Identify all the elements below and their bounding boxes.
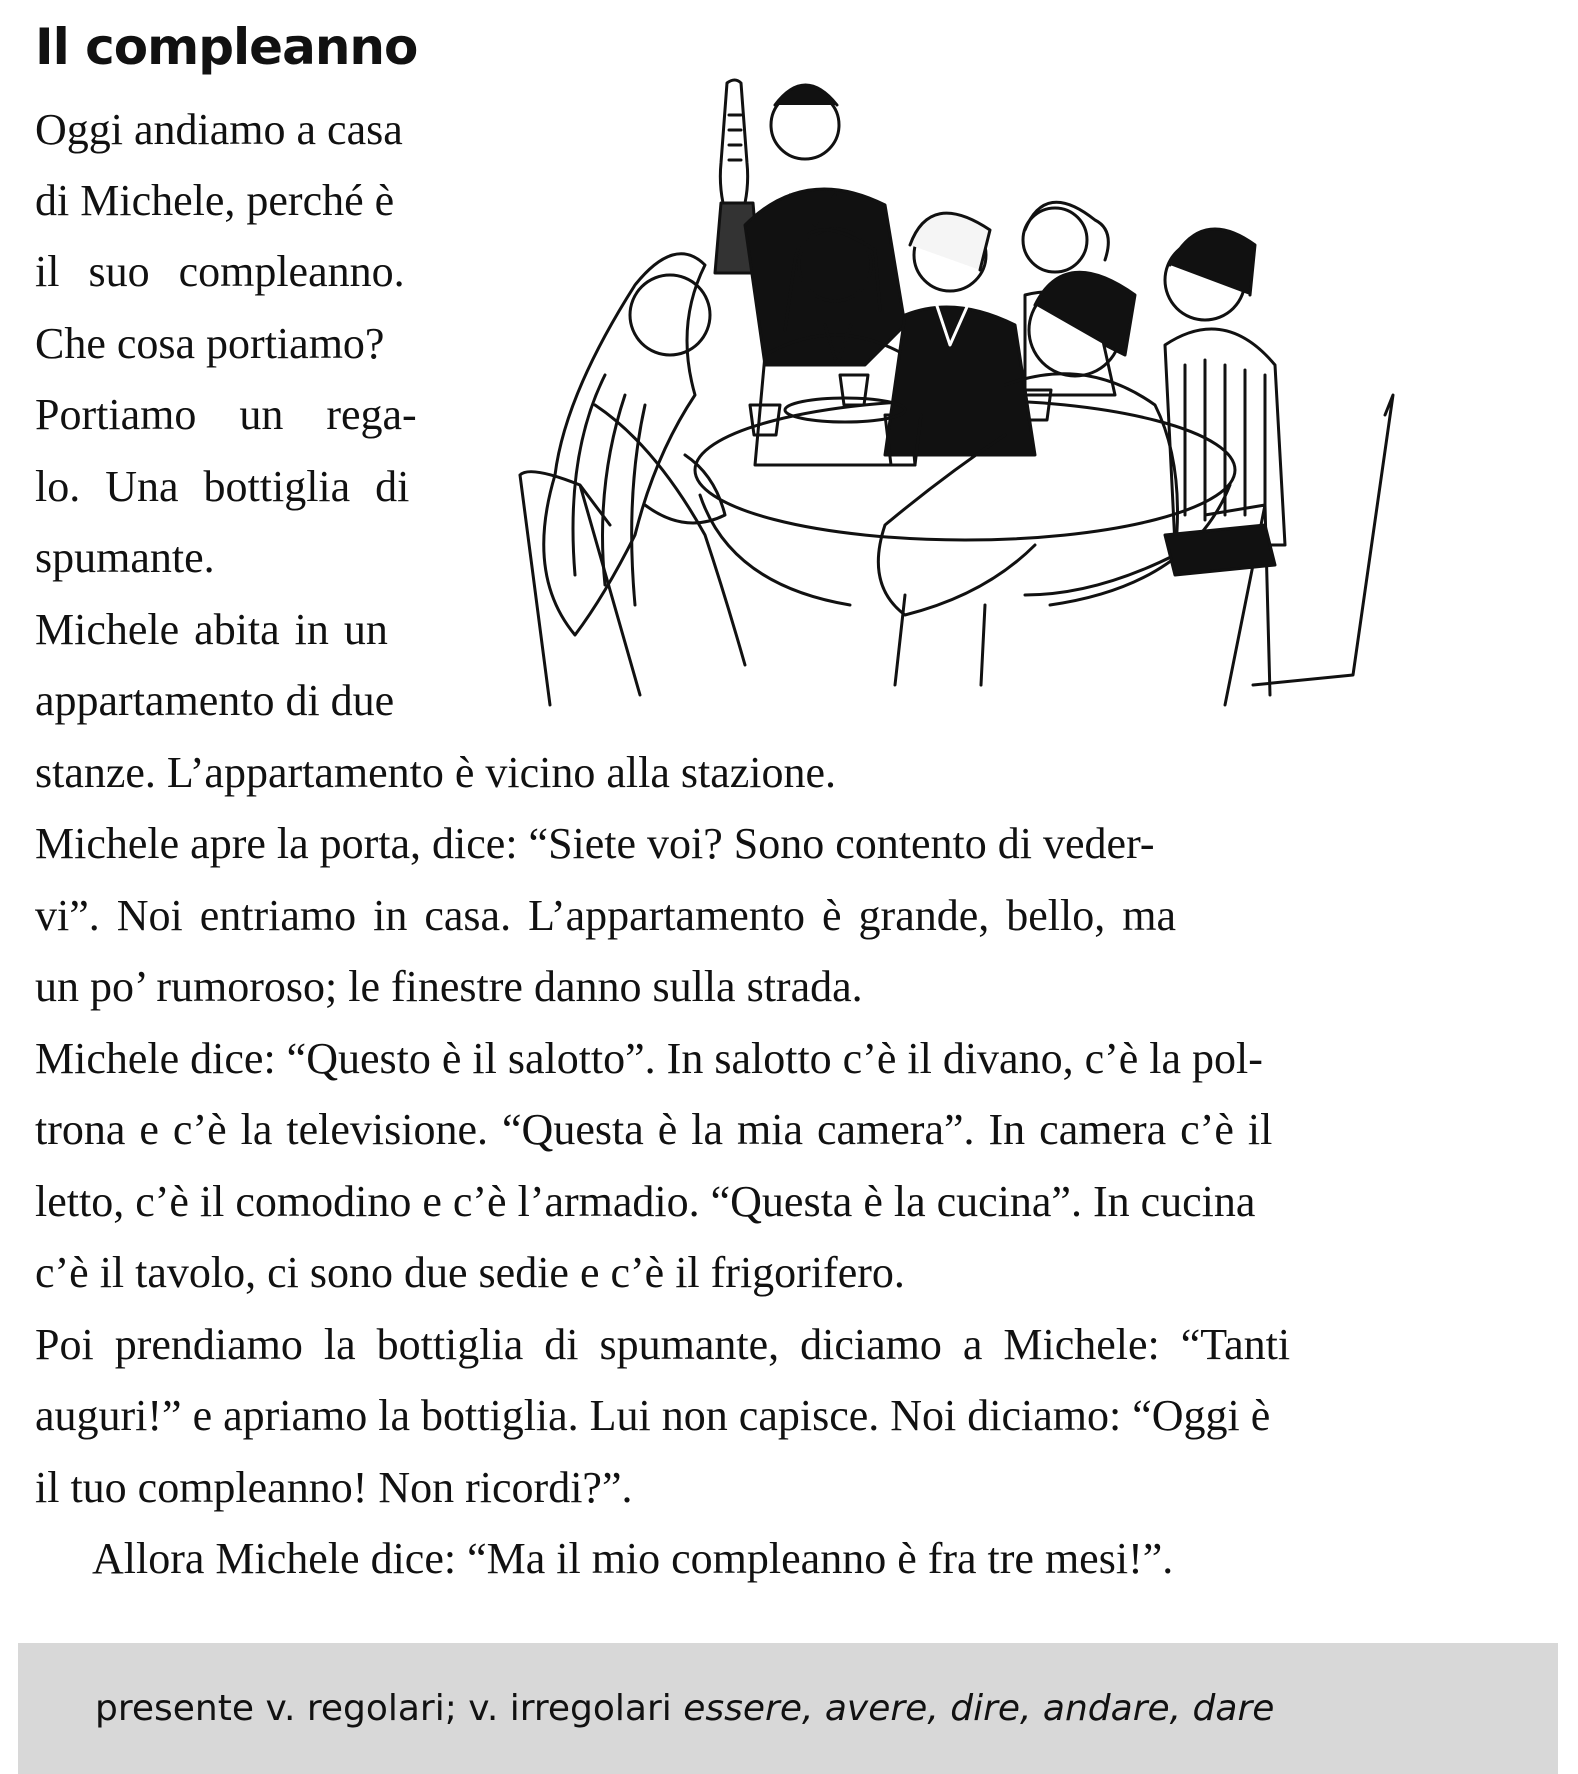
paragraph-line: il suo compleanno.: [35, 247, 405, 296]
paragraph-line: Allora Michele dice: “Ma il mio compleanno è fra tre mesi!”.: [92, 1534, 1174, 1583]
paragraph-line: spumante.: [35, 533, 215, 582]
paragraph-line: Portiamo un rega-: [35, 390, 417, 439]
paragraph-line: stanze. L’appartamento è vicino alla stazione.: [35, 748, 837, 797]
paragraph-line: auguri!” e apriamo la bottiglia. Lui non capisce. Noi diciamo: “Oggi è: [35, 1391, 1271, 1440]
party-illustration: [505, 75, 1415, 725]
grammar-note: [95, 1688, 1274, 1729]
paragraph-line: un po’ rumoroso; le finestre danno sulla strada.: [35, 962, 863, 1011]
paragraph-line: Poi prendiamo la bottiglia di spumante, diciamo a Michele: “Tanti: [35, 1320, 1291, 1369]
paragraph-line: il tuo compleanno! Non ricordi?”.: [35, 1463, 633, 1512]
paragraph-line: Michele abita in un: [35, 605, 388, 654]
paragraph-line: lo. Una bottiglia di: [35, 462, 410, 511]
paragraph-line: letto, c’è il comodino e c’è l’armadio. “Questa è la cucina”. In cucina: [35, 1177, 1256, 1226]
paragraph-line: Oggi andiamo a casa: [35, 105, 403, 154]
paragraph-line: Michele apre la porta, dice: “Siete voi? Sono contento di veder-: [35, 819, 1155, 868]
paragraph-line: vi”. Noi entriamo in casa. L’appartamento è grande, bello, ma: [35, 891, 1176, 940]
paragraph-line: trona e c’è la televisione. “Questa è la mia camera”. In camera c’è il: [35, 1105, 1273, 1154]
paragraph-line: Michele dice: “Questo è il salotto”. In salotto c’è il divano, c’è la pol-: [35, 1034, 1263, 1083]
paragraph-line: di Michele, perché è: [35, 176, 395, 225]
grammar-note-regular: presente v. regolari; v. irregolari: [95, 1688, 684, 1729]
grammar-note-italic: essere, avere, dire, andare, dare: [683, 1688, 1275, 1729]
paragraph-line: c’è il tavolo, ci sono due sedie e c’è il frigorifero.: [35, 1248, 905, 1297]
paragraph-line: Che cosa portiamo?: [35, 319, 385, 368]
page-title: Il compleanno: [35, 18, 418, 76]
paragraph-line: appartamento di due: [35, 676, 395, 725]
